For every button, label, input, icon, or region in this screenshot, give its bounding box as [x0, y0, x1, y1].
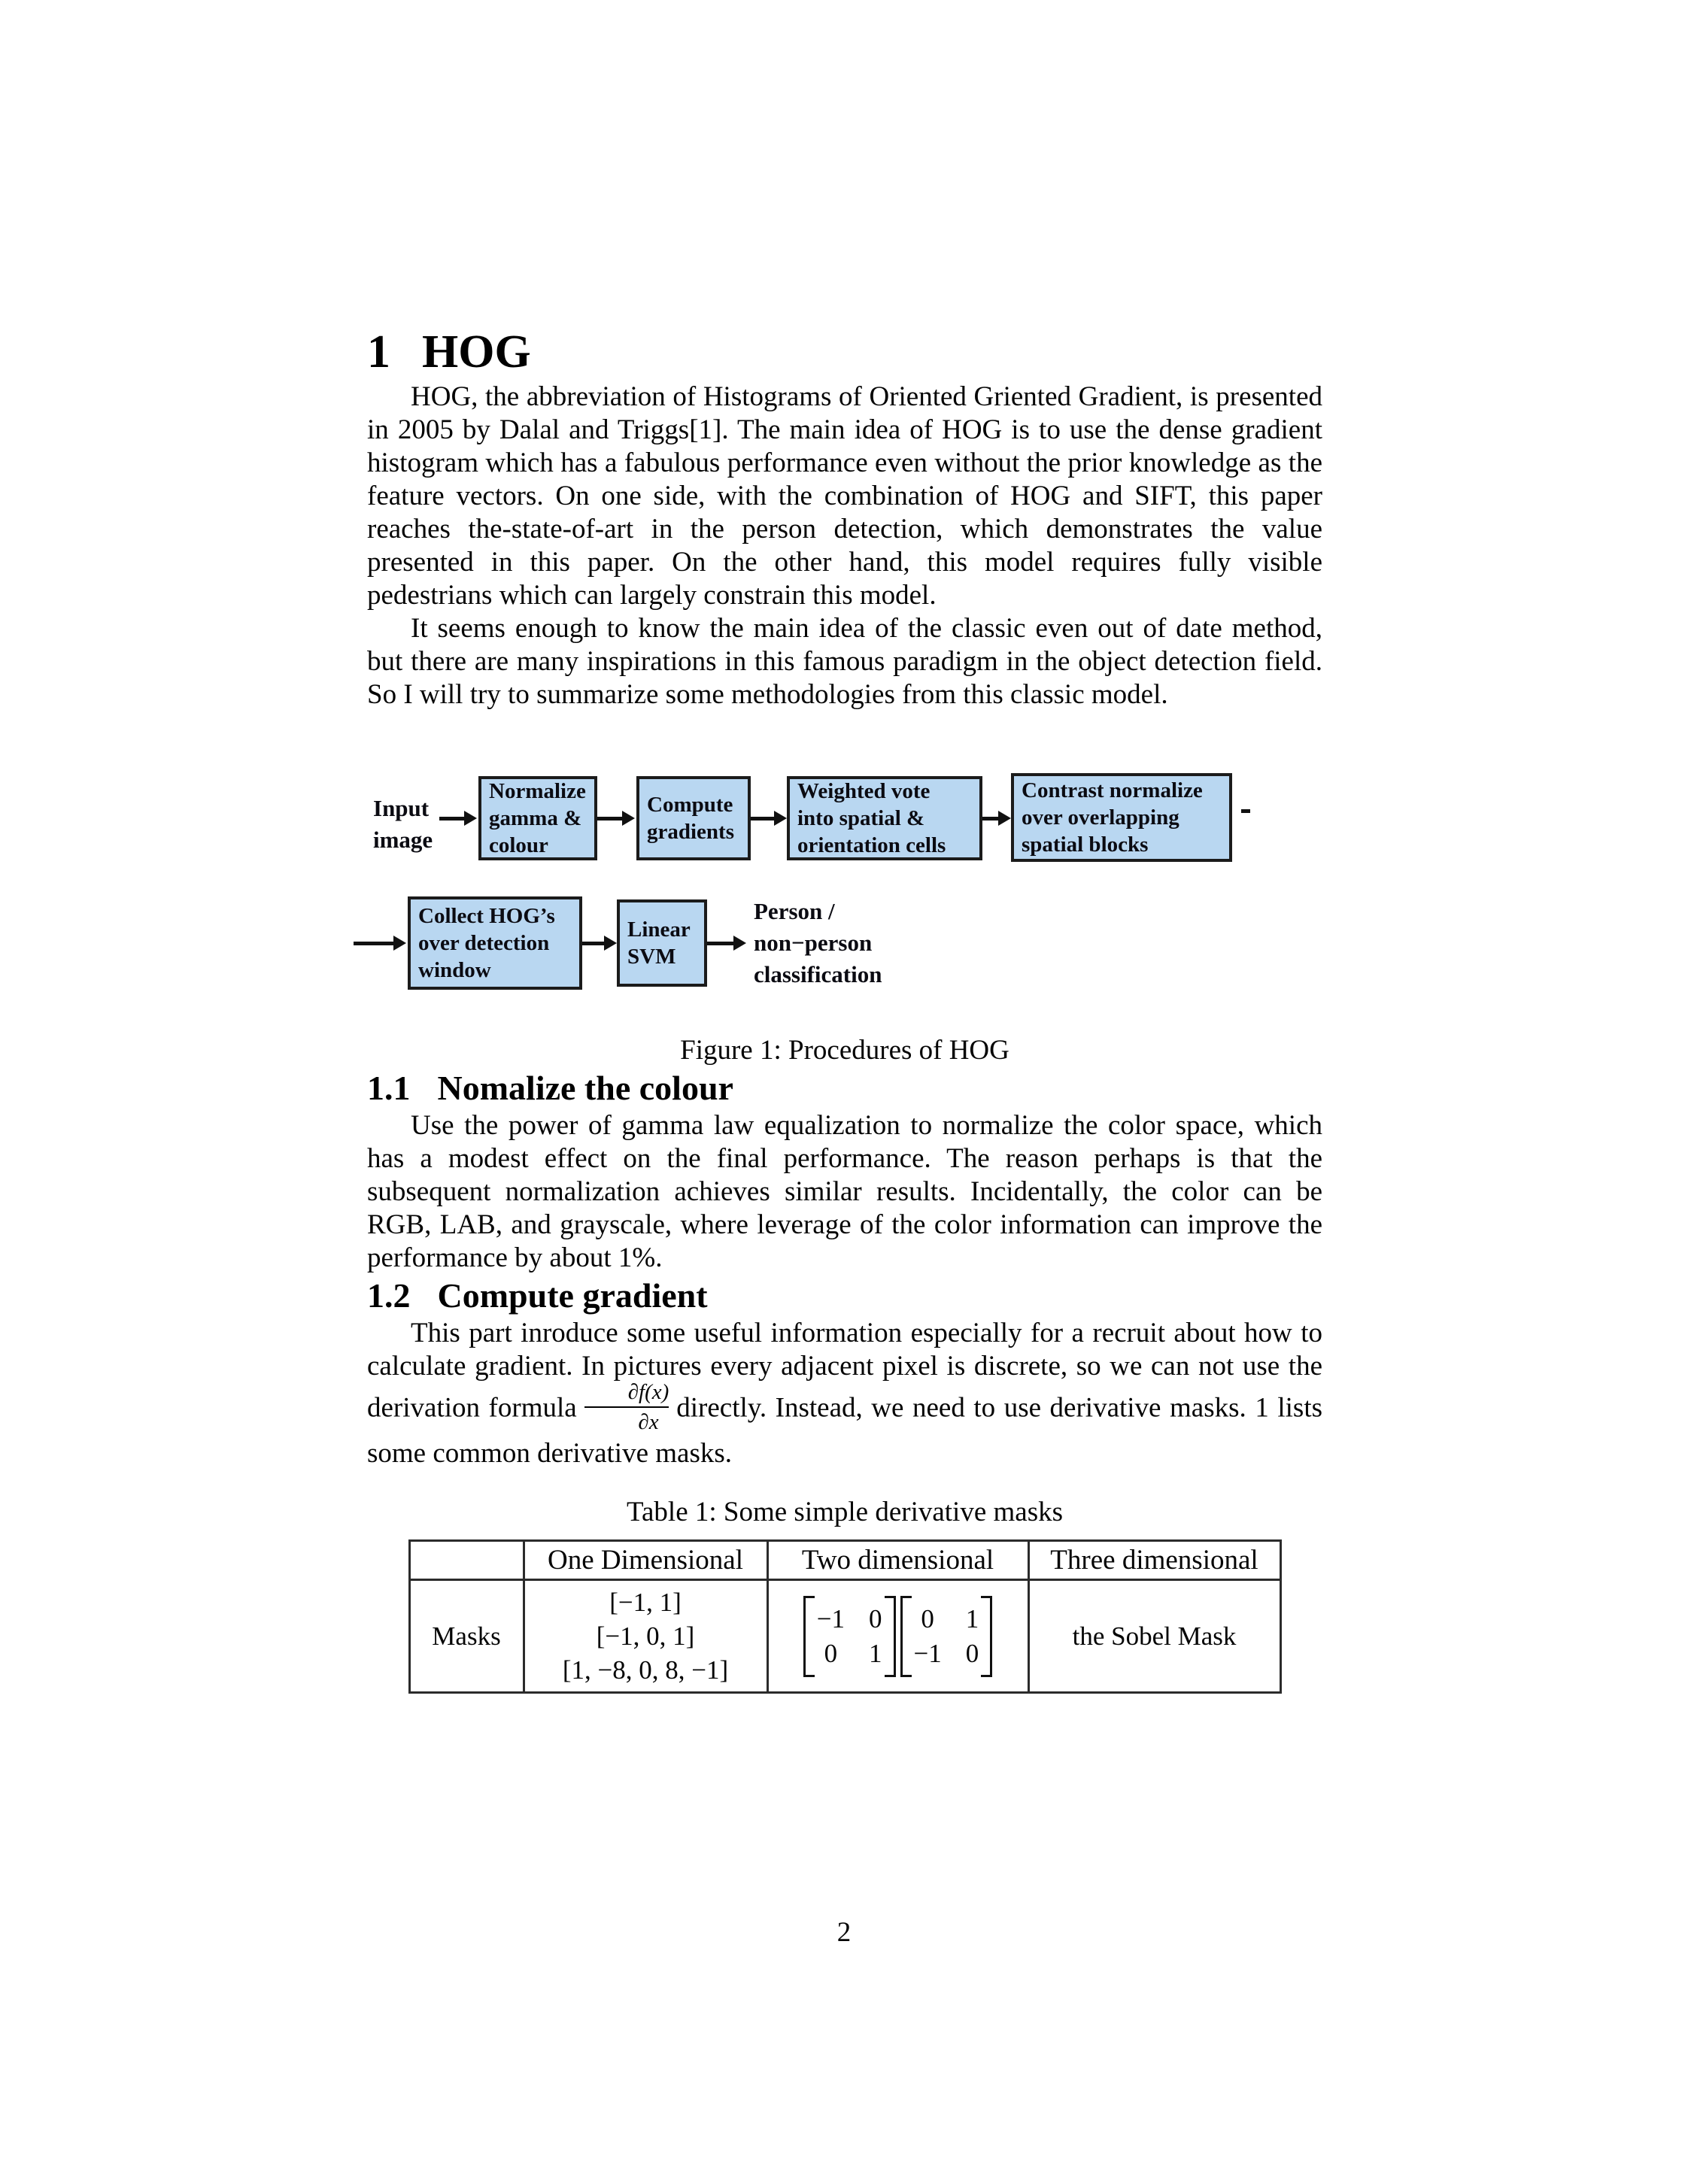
arrow-right-icon — [439, 811, 477, 825]
table-header-three-dimensional: Three dimensional — [1028, 1541, 1280, 1580]
arrow-right-icon — [751, 811, 787, 825]
table-caption: Table 1: Some simple derivative masks — [626, 1497, 1064, 1527]
matrix-cell: 1 — [965, 1603, 979, 1633]
matrix-cell: 0 — [869, 1603, 882, 1633]
flow-box-collect-hogs — [408, 896, 582, 990]
arrow-right-icon — [597, 811, 635, 825]
section-number: 1 — [367, 326, 390, 378]
figure-caption: Figure 1: Procedures of HOG — [680, 1035, 1009, 1066]
flow-box-line: orientation cells — [797, 833, 946, 857]
fraction-bar — [584, 1406, 669, 1408]
fraction-numerator: ∂f(x) — [627, 1380, 669, 1404]
table-header-two-dimensional: Two dimensional — [767, 1541, 1028, 1580]
section-number: 1.1 — [367, 1069, 411, 1107]
arrow-shaft — [439, 817, 464, 821]
mask-value: [−1, 1] — [609, 1588, 682, 1617]
mask-value: [−1, 0, 1] — [596, 1621, 695, 1651]
flow-box-line: Weighted vote — [797, 779, 931, 803]
flow-box-line: spatial blocks — [1022, 833, 1149, 857]
paragraph-intro-1: HOG, the abbreviation of Histograms of Oriented Griented Gradient, is presented in 2005 by Dalal and Triggs[1]. The main idea of HOG is to use the dense gradient histogram which has a fabulous performance even without the prior knowledge as the feature vectors. On one side, with the combination of HOG and SIFT, this paper reaches the-state-of-art in the person detection, which demonstrates the value presented in this paper. On the other hand, this model requires fully visible pedestrians which can largely constrain this model. — [367, 381, 1322, 611]
flow-input-label-line: Input — [373, 795, 430, 821]
flow-box-normalize-gamma-colour — [478, 776, 597, 860]
one-dimensional-masks-cell — [524, 1580, 767, 1693]
section-number: 1.2 — [367, 1276, 411, 1315]
section-1-2-heading — [367, 1275, 1322, 1317]
matrix — [803, 1596, 896, 1677]
flow-output-label-line: classification — [754, 961, 882, 987]
flow-box-line: Collect HOG’s — [418, 904, 555, 928]
two-dimensional-masks-cell — [767, 1580, 1028, 1693]
arrow-shaft — [707, 942, 733, 945]
paragraph-compute-gradient — [367, 1317, 1322, 1470]
arrow-head — [998, 811, 1011, 826]
arrow-shaft — [982, 817, 998, 821]
flow-box-line: Compute — [647, 793, 733, 817]
flow-box-contrast-normalize — [1011, 773, 1232, 862]
flow-box-compute-gradients — [636, 776, 751, 860]
table-header-one-dimensional: One Dimensional — [524, 1541, 767, 1580]
three-dimensional-masks-cell: the Sobel Mask — [1028, 1580, 1280, 1693]
flow-box-line: gamma & — [489, 806, 582, 830]
arrow-head — [464, 811, 477, 826]
section-title: Nomalize the colour — [437, 1069, 733, 1107]
flow-input-label — [373, 793, 433, 856]
matrix-cell: 0 — [965, 1638, 979, 1668]
arrow-right-icon — [354, 936, 406, 950]
flow-box-line: Normalize — [489, 779, 586, 803]
flow-box-linear-svm — [617, 899, 707, 987]
arrow-head — [774, 811, 787, 826]
table-header-empty — [409, 1541, 524, 1580]
matrices-wrap — [773, 1591, 1023, 1682]
flow-box-line: colour — [489, 833, 548, 857]
matrix-cell: −1 — [913, 1638, 942, 1668]
paragraph-intro-2: It seems enough to know the main idea of the classic even out of date method, but there are many inspirations in this famous paradigm in the object detection field. So I will try to summarize some methodologies from this classic model. — [367, 613, 1322, 710]
flow-box-line: over overlapping — [1022, 805, 1179, 830]
paragraph-text-before: This part inroduce some useful information especially for a recruit about how to calculate gradient. In pictures every adjacent pixel is discrete, so we can not use the derivation formula — [367, 1318, 1322, 1424]
matrix-cell: −1 — [816, 1603, 845, 1633]
matrix — [900, 1596, 993, 1677]
arrow-right-icon — [582, 936, 617, 950]
arrow-head — [733, 936, 746, 951]
flow-box-line: window — [418, 958, 491, 982]
flow-output-label-line: non−person — [754, 930, 873, 956]
math-fraction — [584, 1380, 669, 1434]
row-label-masks: Masks — [409, 1580, 524, 1693]
paragraph-normalize-colour: Use the power of gamma law equalization to normalize the color space, which has a modest effect on the final performance. The reason perhaps is that the subsequent normalization achieves similar results. Incidentally, the color can be RGB, LAB, and grayscale, where leverage of the color information can improve the performance by about 1%. — [367, 1110, 1322, 1273]
arrow-shaft — [354, 942, 393, 945]
arrow-right-icon — [982, 811, 1011, 825]
arrow-shaft — [597, 817, 622, 821]
page-content — [367, 323, 1322, 1694]
flow-box-line: Linear — [627, 918, 691, 942]
flow-box-line: SVM — [627, 945, 676, 969]
arrow-head — [604, 936, 617, 951]
flow-output-label-line: Person / — [754, 898, 835, 924]
flow-box-line: gradients — [647, 820, 734, 844]
arrow-head — [622, 811, 635, 826]
figure-flowchart — [367, 766, 1322, 995]
arrow-shaft — [751, 817, 774, 821]
line-stub — [1241, 809, 1250, 813]
section-1-heading — [367, 323, 1322, 381]
flow-output-label — [754, 892, 882, 994]
arrow-head — [393, 936, 406, 951]
page-number: 2 — [836, 1917, 852, 1948]
arrow-right-icon — [707, 936, 746, 950]
paragraph-text-after: directly. Instead, we need to use derivative masks. 1 lists some common derivative masks. — [367, 1392, 1322, 1469]
matrix-cell: 0 — [921, 1603, 934, 1633]
section-1-1-heading — [367, 1067, 1322, 1109]
flow-box-line: into spatial & — [797, 806, 925, 830]
flow-box-weighted-vote — [787, 776, 982, 860]
mask-value: [1, −8, 0, 8, −1] — [562, 1655, 729, 1685]
matrix-cell: 1 — [869, 1638, 882, 1668]
section-title: Compute gradient — [437, 1276, 708, 1315]
arrow-shaft — [582, 942, 604, 945]
fraction-denominator: ∂x — [638, 1410, 659, 1434]
flow-box-line: Contrast normalize — [1022, 778, 1203, 802]
table-row — [409, 1580, 1280, 1693]
matrix-cell: 0 — [824, 1638, 838, 1668]
flow-box-line: over detection — [418, 931, 550, 955]
table-header-row — [409, 1541, 1280, 1580]
derivative-masks-table — [408, 1539, 1282, 1694]
flow-input-label-line: image — [373, 827, 433, 853]
section-title: HOG — [422, 326, 531, 378]
